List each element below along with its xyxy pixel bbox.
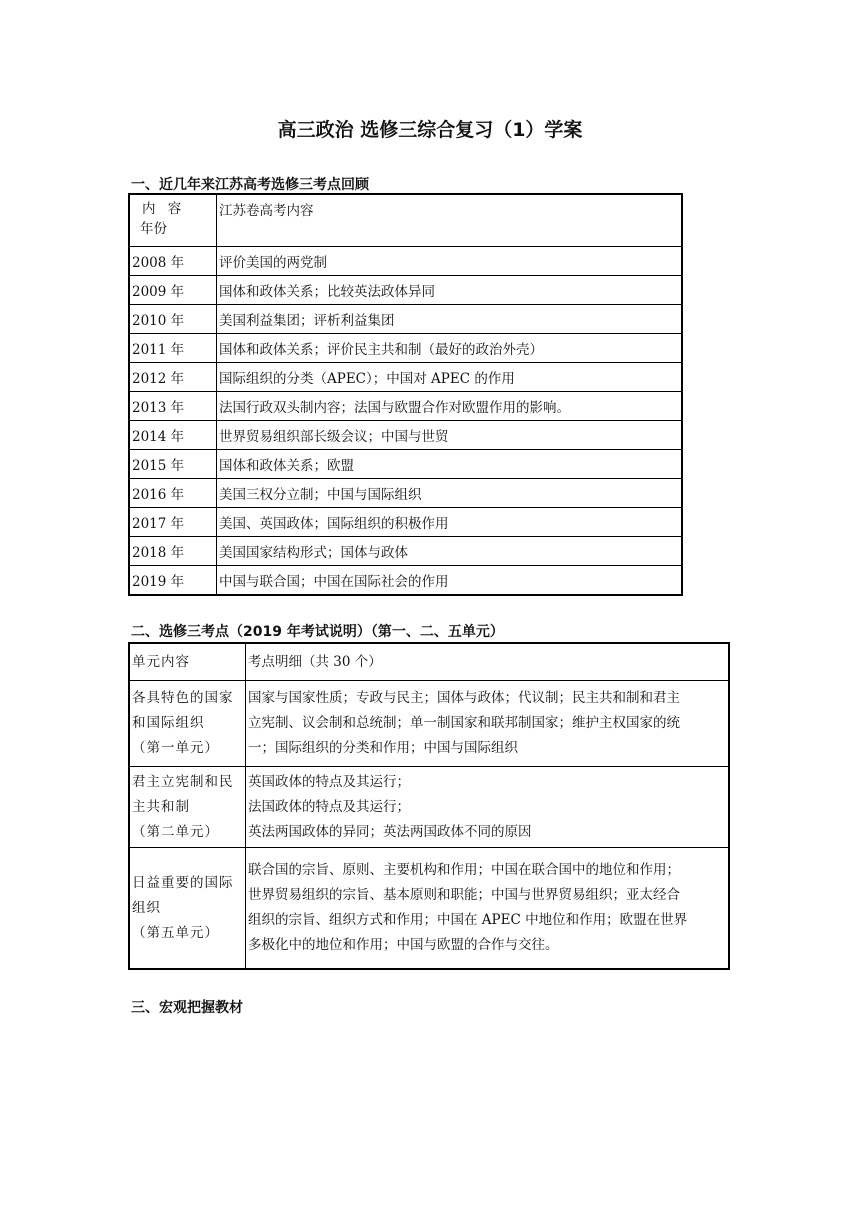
table-row: [129, 276, 682, 305]
unit-name-line: 日益重要的国际: [132, 874, 234, 891]
year-cell: 2010 年: [129, 305, 217, 334]
content-cell: 国体和政体关系；比较英法政体异同: [217, 276, 683, 305]
table-header-row: [129, 194, 682, 247]
content-cell: 法国行政双头制内容；法国与欧盟合作对欧盟作用的影响。: [217, 392, 683, 421]
unit-name-line: （第一单元）: [132, 740, 219, 756]
page-title: 高三政治 选修三综合复习（1）学案: [277, 119, 583, 141]
table-row: [129, 767, 729, 848]
detail-line: 多极化中的地位和作用；中国与欧盟的合作与交往。: [248, 937, 559, 953]
content-cell: 世界贸易组织部长级会议；中国与世贸: [217, 421, 683, 450]
table-row: [129, 508, 682, 537]
content-cell: 美国、英国政体；国际组织的积极作用: [217, 508, 683, 537]
detail-line: 法国政体的特点及其运行；: [248, 798, 410, 815]
year-cell: 2017 年: [129, 508, 217, 537]
header-year-cell: [129, 194, 217, 247]
year-cell: 2015 年: [129, 450, 217, 479]
exam-points-table: [128, 642, 730, 970]
year-cell: 2016 年: [129, 479, 217, 508]
detail-line: 世界贸易组织的宗旨、基本原则和职能；中国与世界贸易组织；亚太经合: [248, 887, 680, 903]
unit-name-line: 君主立宪制和民: [132, 773, 234, 790]
table-row: [129, 334, 682, 363]
unit-name-cell: [129, 681, 246, 767]
year-cell: 2014 年: [129, 421, 217, 450]
section2-heading: 二、选修三考点（2019 年考试说明）（第一、二、五单元）: [131, 624, 504, 640]
unit-name-line: 和国际组织: [132, 715, 205, 731]
detail-line: 英国政体的特点及其运行；: [248, 773, 410, 790]
year-cell: 2012 年: [129, 363, 217, 392]
header-detail-cell: 考点明细（共 30 个）: [246, 643, 730, 681]
table-row: [129, 247, 682, 276]
year-cell: 2009 年: [129, 276, 217, 305]
table-row: [129, 566, 682, 596]
year-cell: 2019 年: [129, 566, 217, 596]
table-row: [129, 392, 682, 421]
year-cell: 2008 年: [129, 247, 217, 276]
detail-line: 组织的宗旨、组织方式和作用；中国在 APEC 中地位和作用；欧盟在世界: [248, 912, 688, 928]
unit-name-line: 各具特色的国家: [132, 690, 234, 706]
unit-detail-cell: [246, 848, 730, 970]
header-content-cell: 江苏卷高考内容: [217, 194, 683, 247]
table-row: [129, 305, 682, 334]
section3-heading: 三、宏观把握教材: [131, 1000, 243, 1016]
year-cell: 2018 年: [129, 537, 217, 566]
unit-name-cell: [129, 767, 246, 848]
unit-name-line: 组织: [132, 899, 161, 916]
content-cell: 国际组织的分类（APEC）；中国对 APEC 的作用: [217, 363, 683, 392]
detail-line: 一；国际组织的分类和作用；中国与国际组织: [248, 740, 518, 756]
detail-line: 立宪制、议会制和总统制；单一制国家和联邦制国家；维护主权国家的统: [248, 715, 680, 731]
unit-name-line: （第五单元）: [132, 924, 219, 941]
table-row: [129, 363, 682, 392]
content-cell: 国体和政体关系；评价民主共和制（最好的政治外壳）: [217, 334, 683, 363]
table-row: [129, 537, 682, 566]
content-cell: 国体和政体关系；欧盟: [217, 450, 683, 479]
content-cell: 中国与联合国；中国在国际社会的作用: [217, 566, 683, 596]
unit-name-cell: [129, 848, 246, 970]
table-row: [129, 421, 682, 450]
table-row: [129, 450, 682, 479]
year-cell: 2013 年: [129, 392, 217, 421]
unit-name-line: 主共和制: [132, 798, 190, 815]
content-cell: 美国利益集团；评析利益集团: [217, 305, 683, 334]
content-cell: 评价美国的两党制: [217, 247, 683, 276]
header-content-label: 内 容: [142, 201, 186, 217]
section1-heading: 一、近几年来江苏高考选修三考点回顾: [131, 177, 369, 193]
content-cell: 美国国家结构形式；国体与政体: [217, 537, 683, 566]
detail-line: 国家与国家性质；专政与民主；国体与政体；代议制；民主共和制和君主: [248, 690, 680, 706]
unit-detail-cell: [246, 767, 730, 848]
content-cell: 美国三权分立制；中国与国际组织: [217, 479, 683, 508]
table-row: [129, 848, 729, 970]
unit-name-line: （第二单元）: [132, 823, 219, 840]
table-row: [129, 681, 729, 767]
detail-line: 联合国的宗旨、原则、主要机构和作用；中国在联合国中的地位和作用；: [248, 862, 680, 878]
header-year-label: 年份: [140, 221, 167, 237]
header-unit-cell: 单元内容: [129, 643, 246, 681]
year-cell: 2011 年: [129, 334, 217, 363]
unit-detail-cell: [246, 681, 730, 767]
detail-line: 英法两国政体的异同；英法两国政体不同的原因: [248, 823, 532, 840]
table-row: [129, 479, 682, 508]
table-header-row: [129, 643, 729, 681]
exam-history-table: [128, 193, 683, 596]
